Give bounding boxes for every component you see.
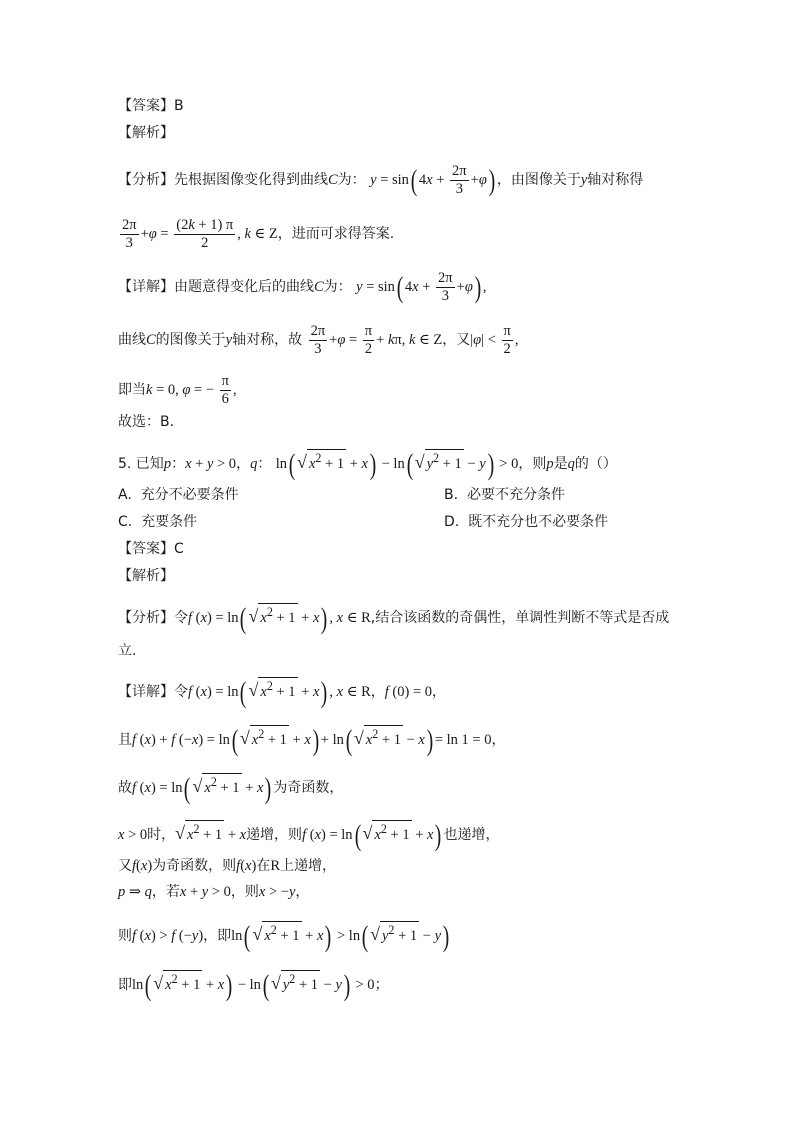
q4-symmetry-text-3: 轴对称，故 (232, 331, 303, 348)
option-text: 既不充分也不必要条件 (468, 514, 609, 530)
q5-detail-text: 【详解】令 (118, 683, 188, 700)
q5-odd-line: 故f (x) = ln(√ $x^2 + 1 + x$) 为奇函数， (118, 771, 344, 805)
q5-odd-text: 故 (118, 779, 132, 796)
q5-increase-line: x > 0时，√ $x^2 + 1 + x$递增，则f (x) = ln(√ $x^2 + 1 + x$) 也递增， (118, 818, 500, 852)
q5-odd-inc-text-2: 为奇函数，则 (152, 858, 237, 874)
q5-odd-increase-line: 又f(x)为奇函数，则f(x)在R上递增， (118, 858, 336, 874)
q5-answer: 【答案】C (118, 541, 184, 557)
q5-implies-line: p ⇒ q，若x + y > 0，则x > −y， (118, 884, 310, 900)
q4-analysis-line: 【分析】先根据图像变化得到曲线C为： y = sin( 4x + $\frac{2\pi}{3}$ +φ) ，由图像关于y轴对称得 (118, 163, 644, 197)
q4-answer: 【答案】B (118, 98, 184, 114)
q4-analysis-line2: $\frac{2\pi}{3}$ +φ = $\frac{(2k + 1) \pi}{2}$ , k ∈ Z，进而可求得答案. (122, 217, 395, 251)
q4-symmetry-text-4: ，又 (442, 331, 471, 348)
q5-and-text: 且 (118, 731, 132, 748)
q5-odd-inc-text-3: 在 (256, 858, 271, 874)
q4-analysis-text-5: ，进而可求得答案. (277, 225, 395, 242)
q5-stem-text: 5. 已知 (118, 455, 164, 472)
q5-option-d (444, 512, 608, 532)
q5-implies-text-2: ，则 (230, 884, 259, 900)
option-text: 必要不充分条件 (466, 487, 565, 503)
q5-analysis-cont: 立. (118, 643, 137, 659)
q5-stem-text-2: ： (171, 455, 186, 472)
q4-analysis-text: 【分析】先根据图像变化得到曲线 (118, 171, 328, 188)
option-key: A. (118, 487, 132, 503)
option-text: 充分不必要条件 (140, 487, 239, 503)
q5-odd-inc-text-4: 上递增， (279, 858, 336, 874)
q4-analysis-text-4: 轴对称得 (587, 171, 644, 188)
q4-symmetry-text: 曲线 (118, 331, 146, 348)
q5-inc-text-2: 递增，则 (246, 826, 303, 843)
q5-inc-text-3: 也递增， (443, 826, 500, 843)
q5-final-text: 即 (118, 976, 132, 993)
q4-detail-text-2: 为： (323, 278, 352, 295)
q4-symmetry-line: 曲线C的图像关于y轴对称，故 $\frac{2\pi}{3}$ +φ = $\frac{\pi}{2}$ + kπ, k ∈ Z，又|φ| < $\frac{\pi}{2}$ , (118, 323, 519, 357)
q5-analysis-text: 【分析】令 (118, 609, 188, 626)
q5-stem-text-3: ， (236, 455, 251, 472)
q5-implies-text: ，若 (151, 884, 180, 900)
q5-stem-text-6: 是 (553, 455, 568, 472)
q5-then-text-2: ，即 (203, 927, 232, 944)
q4-when-text: 即当 (118, 381, 146, 398)
q5-analysis-head: 【解析】 (118, 568, 174, 584)
q5-analysis-line: 【分析】令f (x) = ln(√ $x^2 + 1 + x$) , x ∈ R,结合该函数的奇偶性，单调性判断不等式是否成 (118, 601, 670, 635)
q5-and-line: 且f (x) + f (−x) = ln(√ $x^2 + 1 + x) + \ln(√$ $x^2 + 1 - x) = \ln 1 = 0$， (118, 723, 506, 757)
q4-symmetry-text-2: 的图像关于 (155, 331, 226, 348)
q5-then-text: 则 (118, 927, 132, 944)
q5-option-b (444, 485, 565, 505)
q5-odd-inc-text: 又 (118, 858, 132, 874)
q5-option-a (118, 485, 239, 505)
option-key: B. (444, 487, 459, 503)
q4-analysis-head: 【解析】 (118, 125, 174, 141)
option-key: C. (118, 514, 133, 530)
q5-analysis-text-2: ,结合该函数的奇偶性，单调性判断不等式是否成 (370, 609, 670, 626)
q4-detail-line: 【详解】由题意得变化后的曲线C为： y = sin( 4x + $\frac{2\pi}{3}$ +φ) , (118, 270, 487, 304)
q5-final-line: 即ln(√ $x^2 + 1 + x) - \ln(√$ $y^2 + 1 - y) > 0$； (118, 968, 389, 1002)
q5-stem-text-4: ： (257, 455, 272, 472)
option-key: D. (444, 514, 460, 530)
q5-stem-text-7: 的（） (574, 455, 617, 472)
q4-analysis-text-3: ，由图像关于 (496, 171, 581, 188)
q5-detail-line: 【详解】令f (x) = ln(√ $x^2 + 1 + x$) , x ∈ R，f (0) = 0， (118, 675, 447, 709)
q5-then-line: 则f (x) > f (−y)，即ln(√ $x^2 + 1 + x) > \ln(√$ $y^2 + 1 - y$) (118, 919, 450, 953)
q5-stem: 5. 已知p：x + y > 0，q： ln(√ $x^2 + 1 + x) - \ln(√$ $y^2 + 1 - y) > 0$，则p是q的（） (118, 447, 617, 481)
q5-odd-text-2: 为奇函数， (273, 779, 344, 796)
q4-detail-text: 【详解】由题意得变化后的曲线 (118, 278, 314, 295)
q4-analysis-text-2: 为： (337, 171, 366, 188)
q4-when-line: 即当k = 0, φ = − $\frac{\pi}{6}$ , (118, 373, 237, 407)
q5-stem-text-5: ，则 (518, 455, 547, 472)
option-text: 充要条件 (141, 514, 198, 530)
q5-inc-text: 时， (147, 826, 176, 843)
q4-choose: 故选：B. (118, 414, 175, 430)
q5-option-c (118, 512, 197, 532)
